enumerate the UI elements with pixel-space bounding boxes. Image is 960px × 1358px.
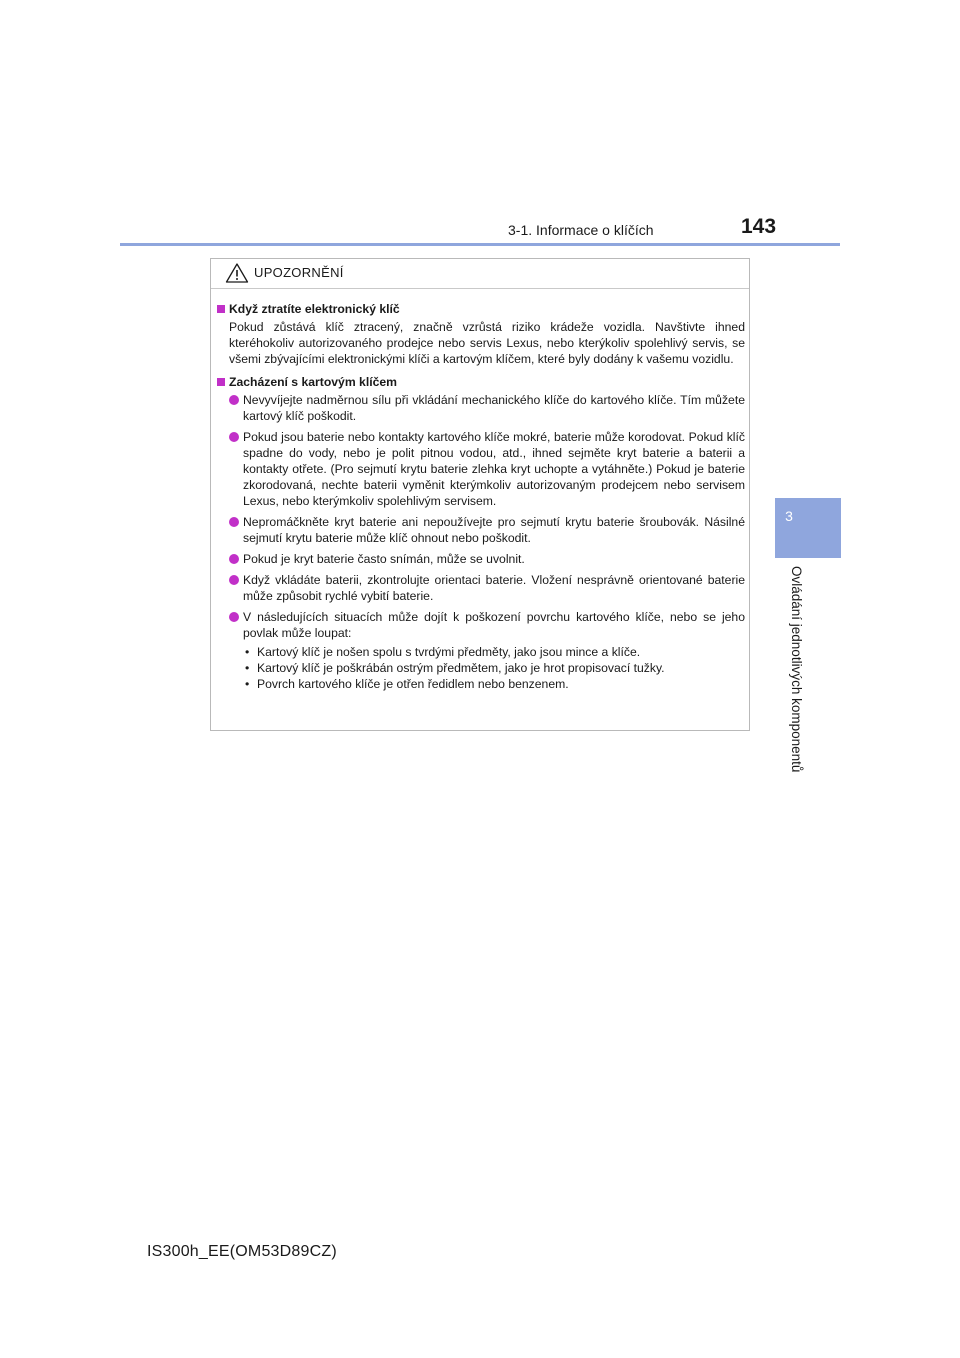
round-bullet-icon	[229, 575, 239, 585]
list-item-text: Nepromáčkněte kryt baterie ani nepoužívejte pro sejmutí krytu baterie šroubovák. Násilné sejmutí krytu baterie může klíč ohnout nebo poškodit.	[243, 515, 745, 545]
round-bullet-icon	[229, 395, 239, 405]
sub-list-item	[217, 644, 745, 660]
sub-bullet-mark: •	[245, 661, 250, 675]
sub-bullet-mark: •	[245, 645, 250, 659]
warning-title: UPOZORNĚNÍ	[254, 265, 344, 280]
chapter-number: 3	[785, 508, 793, 524]
list-item	[217, 609, 745, 641]
chapter-tab	[775, 498, 841, 558]
chapter-title: Ovládání jednotlivých komponentů	[789, 566, 804, 773]
page-number: 143	[741, 215, 777, 238]
sub-list-item	[217, 676, 745, 692]
list-item-text: Když vkládáte baterii, zkontrolujte orientaci baterie. Vložení nesprávně orientované baterie může způsobit rychlé vybití baterie.	[243, 573, 745, 603]
list-item	[217, 572, 745, 604]
list-item	[217, 429, 745, 509]
list-item-text: Nevyvíjejte nadměrnou sílu při vkládání mechanického klíče do kartového klíče. Tím můžete kartový klíč poškodit.	[243, 393, 745, 423]
section-title: 3-1. Informace o klíčích	[508, 222, 654, 238]
section-heading-text: Když ztratíte elektronický klíč	[229, 302, 400, 316]
warning-box	[210, 258, 750, 731]
section-heading	[217, 374, 745, 390]
round-bullet-icon	[229, 612, 239, 622]
list-item	[217, 392, 745, 424]
list-item-text: Pokud jsou baterie nebo kontakty kartového klíče mokré, baterie může korodovat. Pokud klíč spadne do vody, nebo je polit pitnou vodou, atd., ihned sejměte kryt baterie a baterii a kontakty otřete. (Pro sejmutí krytu baterie zlehka kryt uchopte a vytáhněte.) Pokud je baterie zkorodovaná, nechte baterii vyměnit kterýmkoliv autorizovaným prodejcem nebo servisem Lexus, nebo kterýmkoliv spolehlivým servisem.	[243, 430, 745, 508]
sub-bullet-mark: •	[245, 677, 250, 691]
section-paragraph: Pokud zůstává klíč ztracený, značně vzrůstá riziko krádeže vozidla. Navštivte ihned kteréhokoliv autorizovaného prodejce nebo servis Lexus, nebo kterýkoliv spolehlivý servis, se všemi zbývajícími elektronickými klíči a kartovým klíčem, které byly dodány k vašemu vozidlu.	[229, 320, 745, 366]
warning-header	[211, 259, 749, 289]
header-divider	[120, 243, 840, 246]
sub-list-item-text: Kartový klíč je nošen spolu s tvrdými předměty, jako jsou mince a klíče.	[257, 645, 641, 659]
document-code: IS300h_EE(OM53D89CZ)	[147, 1243, 337, 1260]
list-item	[217, 551, 745, 567]
round-bullet-icon	[229, 554, 239, 564]
sub-list-item-text: Kartový klíč je poškrábán ostrým předmětem, jako je hrot propisovací tužky.	[257, 661, 665, 675]
list-item-text: Pokud je kryt baterie často snímán, může se uvolnit.	[243, 552, 525, 566]
warning-body	[217, 301, 745, 692]
sub-list-item-text: Povrch kartového klíče je otřen ředidlem nebo benzenem.	[257, 677, 569, 691]
round-bullet-icon	[229, 432, 239, 442]
round-bullet-icon	[229, 517, 239, 527]
warning-triangle-icon	[225, 262, 249, 289]
section-heading	[217, 301, 745, 317]
square-bullet-icon	[217, 305, 225, 313]
section-heading-text: Zacházení s kartovým klíčem	[229, 375, 398, 389]
list-item	[217, 514, 745, 546]
list-item-text: V následujících situacích může dojít k poškození povrchu kartového klíče, nebo se jeho povlak může loupat:	[243, 610, 745, 640]
square-bullet-icon	[217, 378, 225, 386]
sub-list-item	[217, 660, 745, 676]
